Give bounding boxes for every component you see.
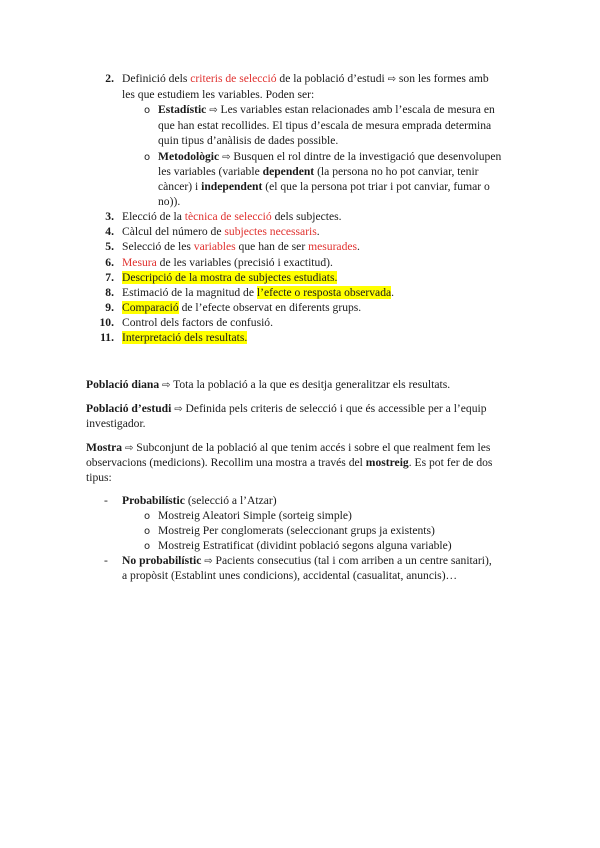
sub-bullet-icon: o <box>144 105 151 116</box>
list-item-11: Interpretació dels resultats. <box>122 331 248 344</box>
list-number: 11. <box>100 331 114 344</box>
no-probabilistic-line1: No probabilístic ⇨ Pacients consecutius (tal i com arriben a un centre sanitari), <box>122 554 492 567</box>
poblacio-diana-paragraph: Població diana ⇨ Tota la població a la que es desitja generalitzar els resultats. <box>86 378 451 391</box>
highlight-red-criteris: criteris de selecció <box>190 72 277 85</box>
poblacio-estudi-term: Població d’estudi <box>86 402 172 415</box>
list-item-10: Control dels factors de confusió. <box>122 316 274 329</box>
list-item-6: Mesura de les variables (precisió i exactitud). <box>122 256 333 269</box>
list-item: Mostreig Per conglomerats (seleccionant grups ja existents) <box>158 524 435 537</box>
list-number: 9. <box>105 301 114 314</box>
list-item-2-line1: Definició dels criteris de selecció de la població d’estudi ⇨ son les formes amb <box>122 72 489 85</box>
mostra-line3: tipus: <box>86 471 112 484</box>
list-item-5: Selecció de les variables que han de ser mesurades. <box>122 240 360 253</box>
no-probabilistic-line2: a propòsit (Establint unes condicions), accidental (casualitat, anuncis)… <box>122 569 458 582</box>
mostra-line1: Mostra ⇨ Subconjunt de la població al que tenim accés i sobre el que realment fem les <box>86 441 491 454</box>
arrow-icon: ⇨ <box>387 74 396 85</box>
sub-estadistic-line1: Estadístic ⇨ Les variables estan relacionades amb l’escala de mesura en <box>158 103 495 116</box>
mostra-term: Mostra <box>86 441 123 454</box>
arrow-icon: ⇨ <box>204 556 213 567</box>
list-item-2-line2: les que estudiem les variables. Poden ser: <box>122 88 315 101</box>
sub-estadistic-line2: que han estat recollides. El tipus d’escala de mesura emprada determina <box>158 119 492 132</box>
sub-estadistic-line3: quin tipus d’anàlisis de dades possible. <box>158 134 339 147</box>
mostra-line2: observacions (medicions). Recollim una mostra a través del mostreig. Es pot fer de dos <box>86 456 493 469</box>
arrow-icon: ⇨ <box>162 380 171 391</box>
list-item-8: Estimació de la magnitud de l’efecte o resposta observada. <box>122 286 395 299</box>
sub-bullet-icon: o <box>144 152 151 163</box>
list-number: 4. <box>105 225 114 238</box>
dash-bullet: - <box>104 554 108 567</box>
sub-metodologic-line2: les variables (variable dependent (la persona no ho pot canviar, tenir <box>158 165 479 178</box>
sub-metodologic-line1: Metodològic ⇨ Busquen el rol dintre de la investigació que desenvolupen <box>158 150 502 163</box>
arrow-icon: ⇨ <box>222 152 231 163</box>
sub-metodologic-line3: càncer) i independent (el que la persona pot triar i pot canviar, fumar o <box>158 180 490 193</box>
list-number: 7. <box>105 271 114 284</box>
list-number: 10. <box>99 316 114 329</box>
dash-bullet: - <box>104 494 108 507</box>
poblacio-estudi-line2: investigador. <box>86 417 146 430</box>
poblacio-estudi-line1: Població d’estudi ⇨ Definida pels criteris de selecció i que és accessible per a l’equip <box>86 402 487 415</box>
list-item-9: Comparació de l’efecte observat en diferents grups. <box>122 301 362 314</box>
list-number: 6. <box>105 256 114 269</box>
list-item: Mostreig Estratificat (dividint població segons alguna variable) <box>158 539 452 552</box>
list-item-4: Càlcul del número de subjectes necessaris. <box>122 225 320 238</box>
sub-bullet-icon: o <box>144 511 151 522</box>
probabilistic-heading: Probabilístic (selecció a l’Atzar) <box>122 494 277 507</box>
poblacio-diana-term: Població diana <box>86 378 160 391</box>
list-number: 8. <box>105 286 114 299</box>
list-number: 2. <box>105 72 114 85</box>
list-number: 3. <box>105 210 114 223</box>
arrow-icon: ⇨ <box>124 443 134 454</box>
list-item-7: Descripció de la mostra de subjectes estudiats. <box>122 271 338 284</box>
arrow-icon: ⇨ <box>174 404 183 415</box>
list-number: 5. <box>105 240 114 253</box>
list-item: Mostreig Aleatori Simple (sorteig simple) <box>158 509 352 522</box>
sub-bullet-icon: o <box>144 526 151 537</box>
sub-bullet-icon: o <box>144 541 151 552</box>
sub-metodologic-line4: no)). <box>158 195 181 208</box>
list-item-3: Elecció de la tècnica de selecció dels subjectes. <box>122 210 342 223</box>
arrow-icon: ⇨ <box>209 105 218 116</box>
